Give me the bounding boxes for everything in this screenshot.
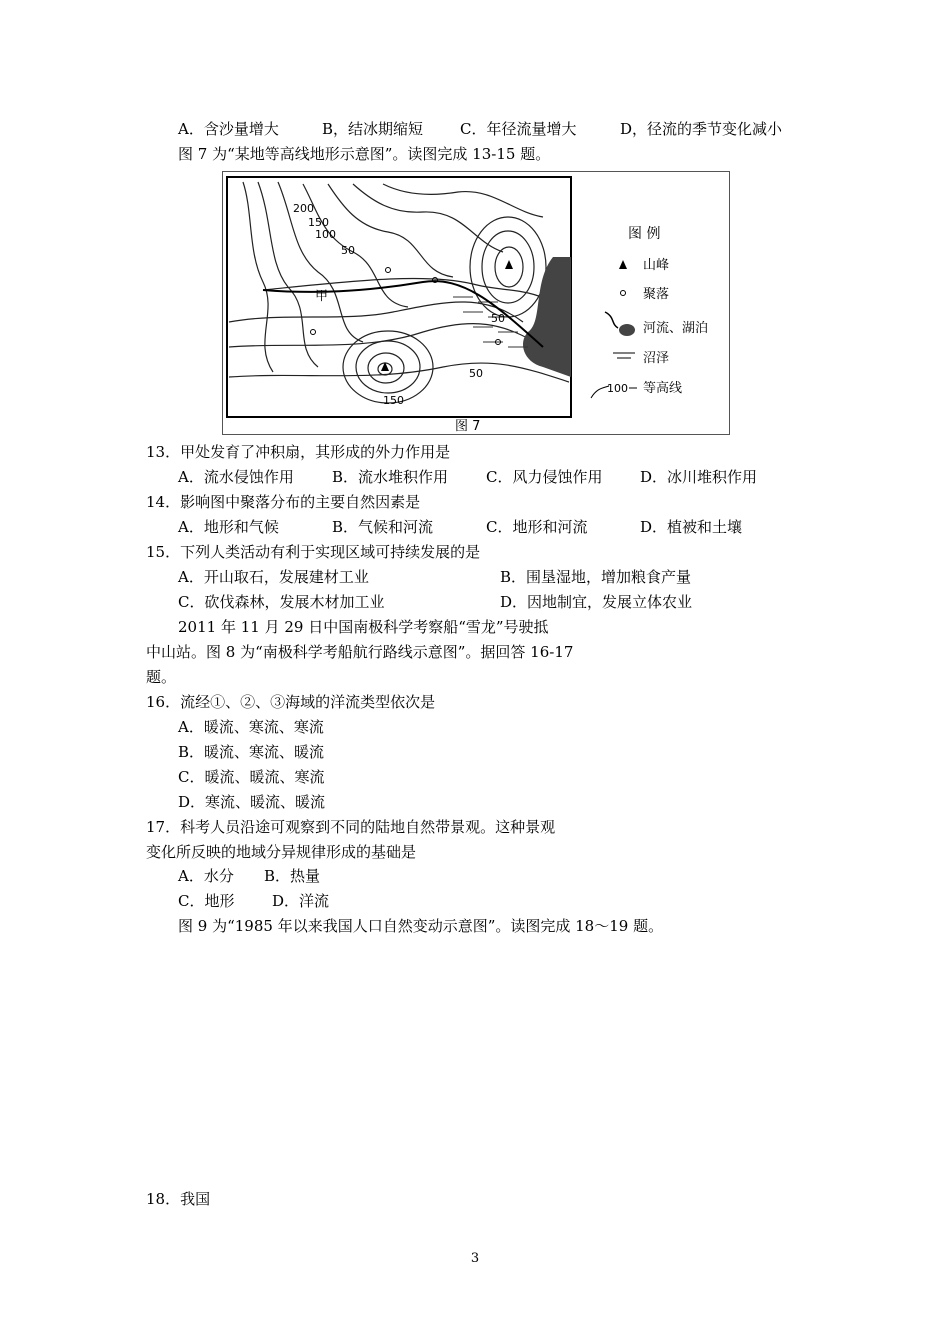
legend-lake-icon — [619, 324, 635, 336]
q15-option-d: D．因地制宜，发展立体农业 — [500, 593, 693, 611]
q16-option-d: D．寒流、暖流、暖流 — [178, 793, 326, 811]
option-c: C．年径流量增大 — [460, 120, 577, 138]
figure7-intro: 图 7 为“某地等高线地形示意图”。读图完成 13-15 题。 — [178, 145, 551, 163]
contour-label: 50 — [469, 367, 483, 380]
contour-label: 100 — [315, 228, 336, 241]
q13-option-b: B．流水堆积作用 — [332, 468, 449, 486]
option-a: A．含沙量增大 — [178, 120, 279, 138]
contour-label: 150 — [308, 216, 329, 229]
q16-option-b: B．暖流、寒流、暖流 — [178, 743, 325, 761]
option-b: B，结冰期缩短 — [322, 120, 424, 138]
contour-label: 200 — [293, 202, 314, 215]
page-number: 3 — [470, 1251, 480, 1266]
peak-icon — [505, 260, 513, 269]
legend-label: 沼泽 — [643, 351, 670, 366]
q17-option-d: D．洋流 — [272, 892, 330, 910]
place-label-jia: 甲 — [315, 289, 329, 304]
q14-stem: 14．影响图中聚落分布的主要自然因素是 — [146, 493, 421, 511]
legend-label: 河流、湖泊 — [643, 321, 709, 336]
settlement-icon — [311, 330, 316, 335]
figure8-intro-line1: 2011 年 11 月 29 日中国南极科学考察船“雪龙”号驶抵 — [178, 618, 549, 636]
figure9-intro: 图 9 为“1985 年以来我国人口自然变动示意图”。读图完成 18～19 题。 — [178, 917, 664, 935]
q13-stem: 13．甲处发育了冲积扇，其形成的外力作用是 — [146, 443, 451, 461]
legend-label: 等高线 — [643, 381, 683, 396]
legend-contour-value: 100 — [607, 382, 628, 395]
contour-label: 150 — [383, 394, 404, 407]
q17-option-b: B．热量 — [264, 867, 321, 885]
option-d: D，径流的季节变化减小 — [620, 120, 783, 138]
q17-option-a: A．水分 — [178, 867, 234, 885]
legend-swamp-icon — [613, 353, 635, 358]
legend-title: 图 例 — [628, 226, 661, 242]
q14-option-a: A．地形和气候 — [178, 518, 279, 536]
legend-river-icon — [605, 312, 618, 328]
legend-settlement-icon — [621, 291, 626, 296]
settlement-icon — [386, 268, 391, 273]
q17-option-c: C．地形 — [178, 892, 235, 910]
map-frame — [227, 177, 571, 417]
contour-lines — [229, 182, 569, 403]
figure-caption: 图 7 — [455, 419, 481, 434]
q18-stem: 18．我国 — [146, 1190, 211, 1208]
legend-peak-icon — [619, 260, 627, 269]
contour-map-svg — [223, 172, 729, 434]
q16-option-a: A．暖流、寒流、寒流 — [178, 718, 324, 736]
legend-label: 聚落 — [643, 287, 670, 302]
q15-option-c: C．砍伐森林，发展木材加工业 — [178, 593, 385, 611]
q14-option-c: C．地形和河流 — [486, 518, 588, 536]
q17-stem-line2: 变化所反映的地域分异规律形成的基础是 — [146, 843, 417, 861]
q16-option-c: C．暖流、暖流、寒流 — [178, 768, 325, 786]
figure8-intro-line3: 题。 — [146, 668, 177, 686]
q15-stem: 15．下列人类活动有利于实现区域可持续发展的是 — [146, 543, 481, 561]
q14-option-d: D．植被和土壤 — [640, 518, 743, 536]
contour-map-figure — [222, 171, 730, 435]
q15-option-a: A．开山取石，发展建材工业 — [178, 568, 369, 586]
contour-label: 50 — [341, 244, 355, 257]
q13-option-c: C．风力侵蚀作用 — [486, 468, 603, 486]
q13-option-a: A．流水侵蚀作用 — [178, 468, 294, 486]
q13-option-d: D．冰川堆积作用 — [640, 468, 758, 486]
q16-stem: 16．流经①、②、③海域的洋流类型依次是 — [146, 693, 436, 711]
q15-option-b: B．围垦湿地，增加粮食产量 — [500, 568, 692, 586]
figure8-intro-line2: 中山站。图 8 为“南极科学考船航行路线示意图”。据回答 16-17 — [146, 643, 574, 661]
lake-shape — [523, 257, 571, 377]
contour-label: 50 — [491, 312, 505, 325]
legend-label: 山峰 — [643, 258, 670, 273]
q17-stem-line1: 17．科考人员沿途可观察到不同的陆地自然带景观。这种景观 — [146, 818, 556, 836]
q14-option-b: B．气候和河流 — [332, 518, 434, 536]
